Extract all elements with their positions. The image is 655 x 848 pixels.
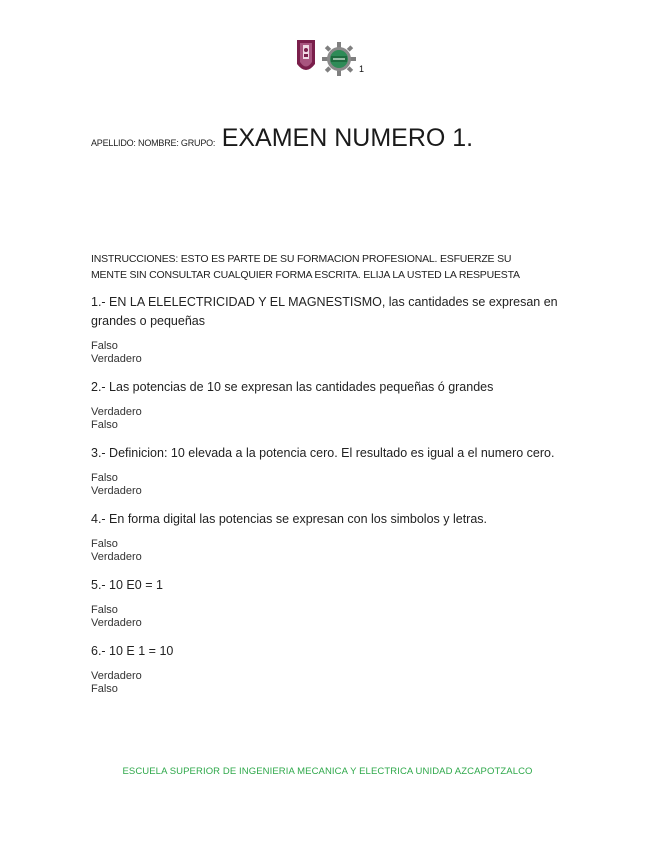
student-fields-label: APELLIDO: NOMBRE: GRUPO: bbox=[91, 138, 216, 148]
question-text: 1.- EN LA ELELECTRICIDAD Y EL MAGNESTISMO, las cantidades se expresan en grandes o pequeñas bbox=[91, 295, 558, 328]
question-block bbox=[91, 444, 571, 498]
question-text: 6.- 10 E 1 = 10 bbox=[91, 644, 174, 658]
answer-options bbox=[91, 538, 571, 564]
instructions-line: INSTRUCCIONES: ESTO ES PARTE DE SU FORMACION PROFESIONAL. ESFUERZE SU bbox=[91, 253, 512, 265]
answer-options bbox=[91, 670, 571, 696]
question-text: 5.- 10 E0 = 1 bbox=[91, 578, 163, 592]
answer-options bbox=[91, 472, 571, 498]
exam-title: EXAMEN NUMERO 1. bbox=[221, 124, 474, 152]
page-number: 1 bbox=[359, 64, 365, 74]
instructions bbox=[91, 251, 576, 283]
question-text: 3.- Definicion: 10 elevada a la potencia cero. El resultado es igual a el numero cero. bbox=[91, 446, 555, 460]
answer-options bbox=[91, 604, 571, 630]
question-block bbox=[91, 510, 571, 564]
answer-option[interactable]: Falso bbox=[91, 472, 118, 484]
answer-option[interactable]: Verdadero bbox=[91, 617, 142, 629]
question-text: 4.- En forma digital las potencias se expresan con los simbolos y letras. bbox=[91, 512, 488, 526]
exam-header bbox=[91, 124, 473, 153]
answer-option[interactable]: Falso bbox=[91, 419, 118, 431]
ipn-logo-icon bbox=[294, 38, 318, 76]
answer-options bbox=[91, 340, 571, 366]
esime-logo-icon bbox=[322, 42, 356, 76]
answer-option[interactable]: Falso bbox=[91, 683, 118, 695]
answer-option[interactable]: Falso bbox=[91, 340, 118, 352]
answer-option[interactable]: Falso bbox=[91, 604, 118, 616]
answer-option[interactable]: Falso bbox=[91, 538, 118, 550]
question-block bbox=[91, 378, 571, 432]
answer-options bbox=[91, 406, 571, 432]
instructions-line: MENTE SIN CONSULTAR CUALQUIER FORMA ESCRITA. ELIJA LA USTED LA RESPUESTA bbox=[91, 269, 520, 281]
answer-option[interactable]: Verdadero bbox=[91, 485, 142, 497]
question-text: 2.- Las potencias de 10 se expresan las cantidades pequeñas ó grandes bbox=[91, 380, 494, 394]
question-block bbox=[91, 642, 571, 696]
answer-option[interactable]: Verdadero bbox=[91, 353, 142, 365]
answer-option[interactable]: Verdadero bbox=[91, 406, 142, 418]
school-footer: ESCUELA SUPERIOR DE INGENIERIA MECANICA Y ELECTRICA UNIDAD AZCAPOTZALCO bbox=[122, 766, 533, 777]
question-block bbox=[91, 293, 571, 366]
answer-option[interactable]: Verdadero bbox=[91, 551, 142, 563]
question-block bbox=[91, 576, 571, 630]
answer-option[interactable]: Verdadero bbox=[91, 670, 142, 682]
questions-list bbox=[91, 293, 571, 708]
logos bbox=[294, 38, 364, 78]
